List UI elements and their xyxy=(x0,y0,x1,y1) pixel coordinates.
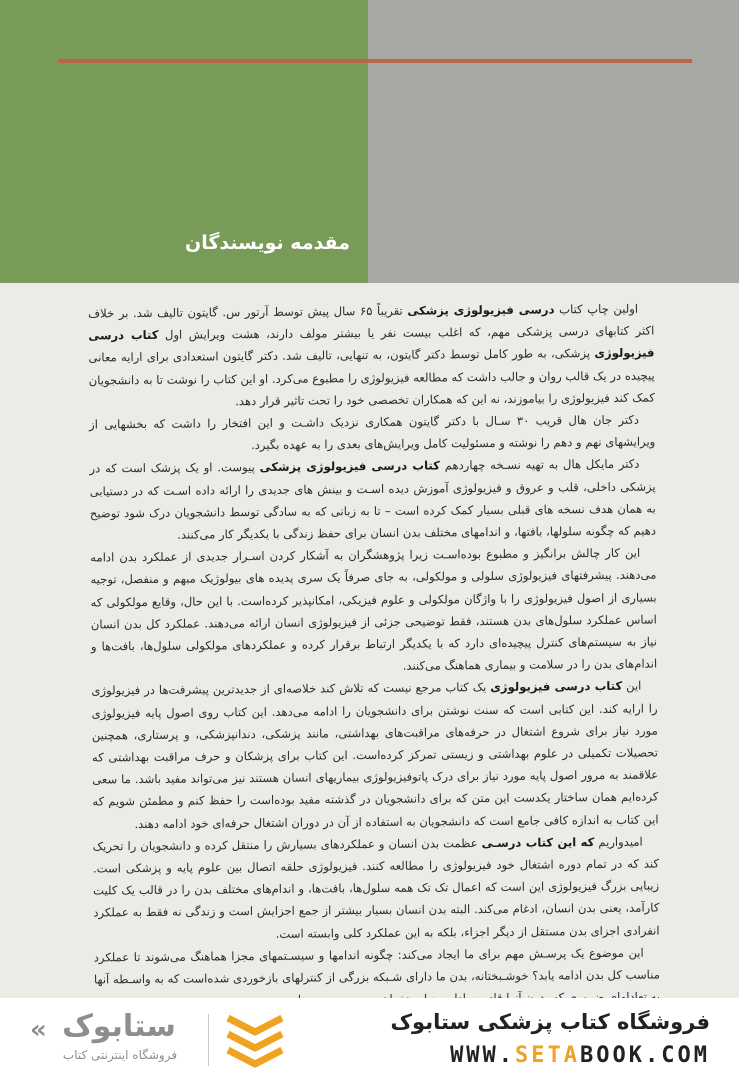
stacked-chevrons-icon xyxy=(222,1012,288,1068)
logo-divider xyxy=(208,1014,209,1066)
double-chevron-icon: « xyxy=(30,1015,47,1045)
text-run: دکتر جان هال قریب ۳۰ سـال با دکتر گایتون همکاری نزدیک داشـت و این افتخار را داشت که بخشهایی از ویرایشهای نهم و دهم را نوشته و مسئولیت کامل ویرایش‌های بعدی را به عهده بگیرد. xyxy=(89,412,656,453)
text-run: دکتر مایکل هال به تهیه نسـخه چهاردهم xyxy=(439,457,640,473)
text-run: یک کتاب مرجع نیست که تلاش کند خلاصه‌ای از جدیدترین پیشرفت‌ها در فیزیولوژی را ارایه کند. این کتابی است که سنت نوشتن برای دانشجویان را ادامه می‌دهد. این کتاب روی اصول پایه فیزیولوژی مورد نیاز برای شروع اشتغال در حرفه‌های مراقبت‌های بهداشتی، مانند پزشکی، دندانپزشکی، و پرستاری، همچنین تحصیلات تکمیلی در علوم بهداشتی و زیستی تمرکز کرده‌است. این کتاب برای پزشکان و حرف مراقبت بهداشتی که علاقمند به مرور اصول پایه مورد نیاز برای درک پاتوفیزیولوژی بیماریهای انسان هستند نیز می‌تواند مفید باشد. ما سعی کرده‌ایم همان ساختار یکدست این متن که برای دانشجویان در گذشته مفید بوده‌است را حفظ کنم و مطمئن شویم که این کتاب به اندازه کافی جامع است که دانشجویان به استفاده از آن در دوران اشتغال حرفه‌ای خود ادامه دهند. xyxy=(91,680,659,831)
body-text xyxy=(88,298,661,1004)
paragraph xyxy=(93,830,660,946)
url-suffix: BOOK.COM xyxy=(580,1043,710,1068)
store-url[interactable] xyxy=(380,1043,710,1073)
logo-tagline: فروشگاه اینترنتی کتاب xyxy=(62,1048,178,1062)
text-run: عظمت بدن انسان و عملکردهای بسیارش را منتقل کرده و دانشجویان را تحریک کند که در تمام دوره اشتغال خود فیزیولوژی را مطالعه کنند. فیزیولوژی حلقه اتصال بین علوم پایه و پزشکی است. زیبایی بزرگ فیزیولوژی این است که اعمال تک تک همه سلول‌ها، بافت‌ها، و اندام‌های مختلف بدن را در قالب یک کلیت کارآمد، یعنی بدن انسان، ادغام می‌کند. البته بدن انسان بسیار بیشتر از جمع اجزایش است و زندگی نه فقط به عملکرد انفرادی اجزای بدن مستقل از دیگر اجزاء، بلکه به این عملکرد کلی وابسته است. xyxy=(92,835,660,941)
logo-wordmark: ستابوک xyxy=(62,1009,176,1044)
section-title: مقدمه نویسندگان xyxy=(185,232,350,254)
text-run: اولین چاپ کتاب xyxy=(554,301,639,317)
text-run: پیوست. او یک پزشک است که در پزشکی داخلی، قلب و عروق و فیزیولوژی آموزش دیده اسـت و بینش های جدیدی را ارائه داده اسـت که در دستیابی به همان هدف نسخه های قبلی بسیار کمک کرده است – تا به زبانی که به سادگی توسط دانشجویان درک شود توضیح دهیم که چگونه سلولها، بافتها، و اندامهای مختلف بدن انسان برای حفظ زندگی با یکدیگر کار می‌کنند. xyxy=(89,460,657,542)
bold-title-run: کتاب درسی فیزیولوژی xyxy=(490,679,623,695)
text-run: این xyxy=(622,679,642,694)
header-band xyxy=(0,0,739,283)
bold-title-run: کتاب درسی فیزیولوژی پزشکی xyxy=(259,458,440,475)
chevron-top xyxy=(228,1018,282,1032)
bold-title-run: کتاب درسی فیزیولوژی xyxy=(88,328,655,361)
paragraph xyxy=(90,542,657,680)
text-run: تقریباً ۶۵ سال پیش توسط آرتور س. گایتون تالیف شد. بر خلاف اکثر کتابهای درسی پزشکی مهم، که اغلب بیست نفر یا بیشتر مولف دارند، هشت ویرایش اول xyxy=(88,303,655,343)
bold-title-run: که این کتاب درسـی xyxy=(481,834,595,850)
text-run: امیدواریم xyxy=(594,834,643,849)
paragraph xyxy=(91,675,658,835)
url-prefix: WWW. xyxy=(450,1043,516,1068)
bold-title-run: درسی فیزیولوژی پزشکی xyxy=(407,302,555,318)
footer-banner xyxy=(0,998,739,1080)
store-name: فروشگاه کتاب پزشکی ستابوک xyxy=(390,1010,710,1034)
text-run: پزشکی، به طور کامل توسط دکتر گایتون، به تنهایی، تالیف شد. دکتر گایتون استعدادی برای ارایه معانی پیچیده در یک قالب روان و جالب داشت که مطالعه فیزیولوژی را مطبوع می‌کرد. او این کتاب را نوشت تا به دانشجویان کمک کند فیزیولوژی را بیاموزند، نه این که همکاران تخصصی خود را تحت تاثیر قرار دهد. xyxy=(88,346,655,409)
paragraph xyxy=(89,409,655,458)
url-accent: SETA xyxy=(515,1043,581,1068)
text-run: این موضوع یک پرسـش مهم برای ما ایجاد می‌کند: چگونه اندامها و سیسـتمهای مجزا هماهنگ می‌شوند تا عملکرد مناسب کل بدن ادامه یابد؟ خوشـبختانه، بدن ما دارای شـبکه بزرگی از کنترلهای بازخوردی شده‌است که به واسـطه آنها به xyxy=(93,945,661,1004)
paragraph xyxy=(88,298,655,414)
decorative-rule xyxy=(58,59,692,63)
text-run: این کار چالش برانگیز و مطبوع بوده‌اسـت زیرا پژوهشگران به آشکار کردن اسـرار جدیدی از عملکرد بدن ادامه می‌دهند. پیشرفتهای فیزیولوژی سلولی و مولکولی، به جای صرفاً یک سری پدیده های بیولوژیک مبهم و منفصل، توجیه بسیاری از اصول فیزیولوژی را با واژگان مولکولی و علوم فیزیکی، امکانپذیر کرده‌است. با این حال، وقایع مولکولی که اساس عملکرد سلول‌های بدن هستند، فقط توضیحی جزئی از فیزیولوژی انسان ارائه می‌دهند. عملکرد کل بدن انسان نیاز به سیستم‌های کنترل پیچیده‌ای دارد که با یکدیگر ارتباط برقرار کرده و عملکردهای مولکولی سلول‌ها، بافت‌ها و اندام‌های بدن را در سلامت و بیماری هماهنگ می‌کنند. xyxy=(90,545,658,673)
chevron-bottom xyxy=(228,1050,282,1064)
green-title-block xyxy=(0,0,368,283)
chevron-middle xyxy=(228,1034,282,1048)
paragraph xyxy=(89,453,656,547)
